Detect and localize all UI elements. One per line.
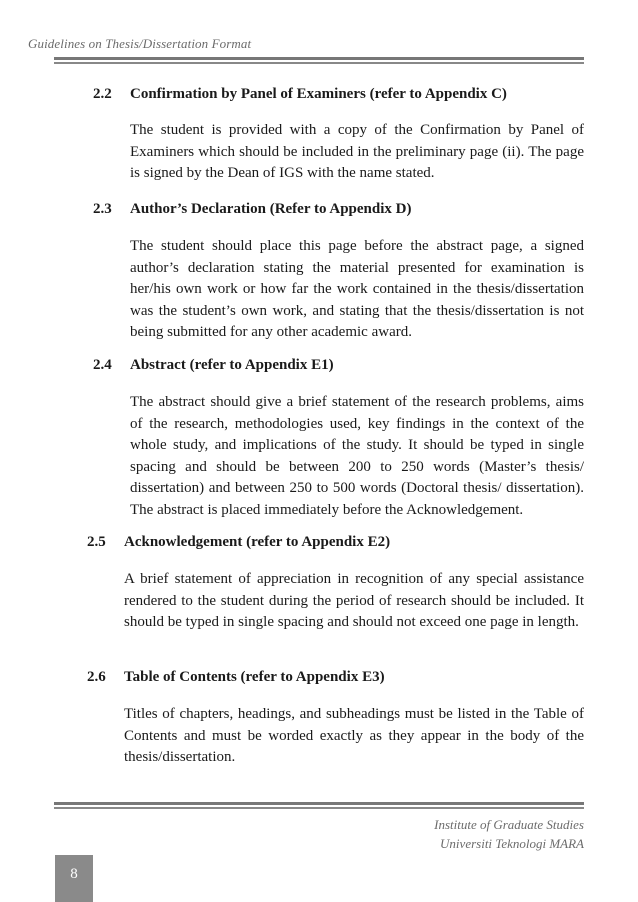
section-body: The abstract should give a brief statement of the research problems, aims of the research, methodologies used, key findings in the context of the whole study, and implications of the study. It should be typed in single spacing and should be between 200 to 250 words (Master’s thesis/ dissertation) and between 250 to 500 words (Doctoral thesis/ dissertation). The abstract is placed immediately before the Acknowledgement. (130, 394, 584, 518)
header-rule-thick (54, 57, 584, 60)
page-number: 8 (55, 855, 93, 902)
section-title: Confirmation by Panel of Examiners (refer to Appendix C) (130, 86, 507, 102)
section-body: Titles of chapters, headings, and subheadings must be listed in the Table of Contents and must be worded exactly as they appear in the body of the thesis/dissertation. (124, 706, 584, 766)
section-body: The student should place this page before the abstract page, a signed author’s declaration stating the material presented for examination is her/his own work or how far the work contained in the thesis/dissertation was the student’s own work, and stating that the thesis/dissertation is not being submitted for any other academic award. (130, 238, 584, 341)
section-title: Abstract (refer to Appendix E1) (130, 357, 334, 373)
header-rule-thin (54, 62, 584, 64)
running-header: Guidelines on Thesis/Dissertation Format (28, 36, 252, 51)
section-body: A brief statement of appreciation in recognition of any special assistance rendered to the student during the period of research should be included. It should be typed in single spacing and should not exceed one page in length. (124, 571, 584, 631)
section-title: Acknowledgement (refer to Appendix E2) (124, 534, 391, 550)
section-title: Author’s Declaration (Refer to Appendix D) (130, 201, 412, 217)
section-number: 2.4 (93, 357, 112, 373)
footer-institute-block (434, 815, 584, 853)
footer-institute: Institute of Graduate Studies (434, 817, 584, 832)
section-number: 2.3 (93, 201, 112, 217)
section-body: The student is provided with a copy of the Confirmation by Panel of Examiners which should be included in the preliminary page (ii). The page is signed by the Dean of IGS with the name stated. (130, 122, 584, 182)
section-number: 2.5 (87, 534, 106, 550)
section-number: 2.2 (93, 86, 112, 102)
section-number: 2.6 (87, 669, 106, 685)
footer-university: Universiti Teknologi MARA (440, 836, 584, 851)
footer-rule-thin (54, 807, 584, 809)
footer-rule-thick (54, 802, 584, 805)
section-title: Table of Contents (refer to Appendix E3) (124, 669, 385, 685)
